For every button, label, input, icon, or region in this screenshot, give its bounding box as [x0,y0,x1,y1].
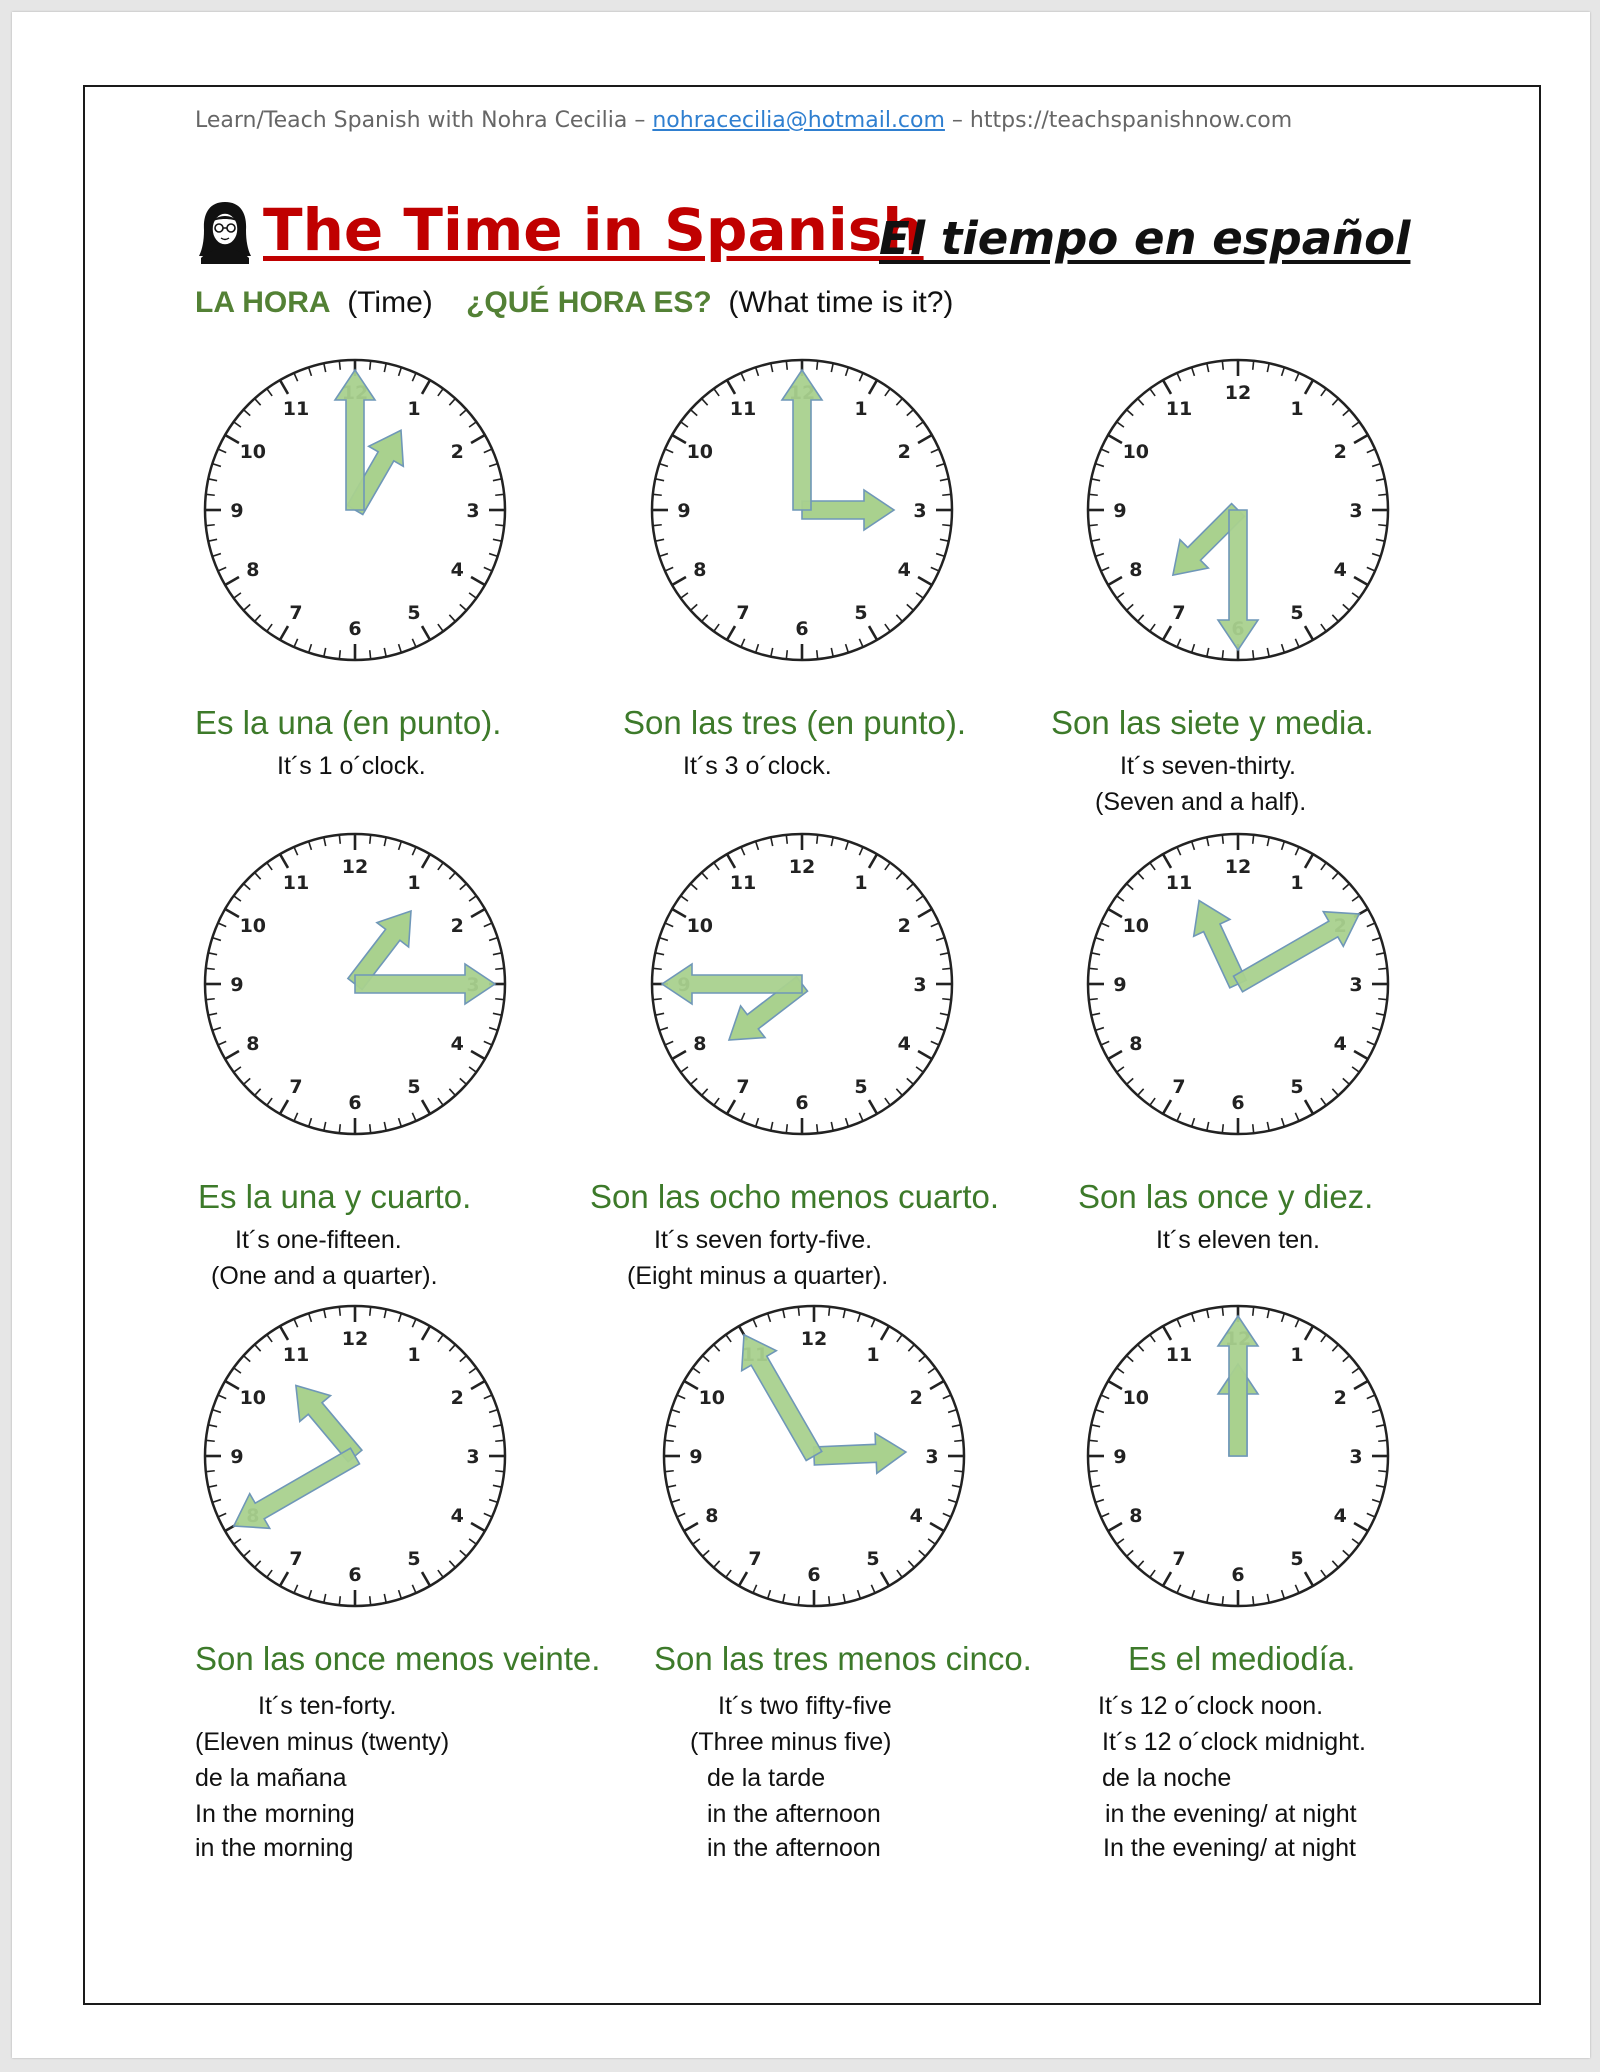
clock-face [642,350,962,670]
minute-tick [653,968,662,969]
header-suffix: – https://teachspanishnow.com [944,108,1293,133]
minute-tick [206,999,215,1000]
minute-tick [1089,525,1098,526]
minute-tick [786,1124,787,1133]
clock-number: 1 [407,871,421,894]
clock-face [195,1296,515,1616]
spanish-time-caption: Son las once y diez. [1078,1178,1374,1215]
clock-number: 1 [854,871,868,894]
english-translation: in the morning [195,1834,354,1862]
clock-number: 11 [282,871,310,894]
spanish-time-caption: Son las tres menos cinco. [654,1640,1032,1677]
clock-number: 3 [466,500,480,522]
clock-number: 1 [866,1343,880,1366]
clock-number: 11 [729,397,757,420]
minute-tick [1222,1596,1223,1605]
minute-tick [954,1440,963,1441]
clock-number: 8 [1129,559,1143,581]
minute-tick [817,361,818,370]
spanish-time-caption: Son las ocho menos cuarto. [590,1178,1000,1215]
minute-tick [665,1471,674,1472]
clock-number: 5 [866,1548,880,1571]
minute-tick [798,1596,799,1605]
english-translation: de la mañana [195,1764,347,1792]
english-translation: It´s 1 o´clock. [277,752,426,780]
spanish-time-caption: Es la una y cuarto. [198,1178,472,1215]
minute-tick [817,1124,818,1133]
minute-tick [339,361,340,370]
clock-svg [654,1296,974,1616]
header-line [195,108,1395,133]
minute-tick [1253,650,1254,659]
clock-number: 4 [1333,559,1347,581]
minute-tick [206,525,215,526]
spanish-time-caption: Son las siete y media. [1051,704,1374,741]
clock-svg [195,824,515,1144]
clock-number: 12 [788,856,816,878]
minute-tick [653,494,662,495]
question-label: ¿QUÉ HORA ES? [466,286,712,319]
minute-tick [817,835,818,844]
minute-tick [339,835,340,844]
clock-number: 3 [1349,500,1363,522]
clock-face [1078,824,1398,1144]
clock-number: 7 [289,1548,303,1571]
clock-number: 7 [289,602,303,625]
minute-tick [495,968,504,969]
minute-tick [1089,494,1098,495]
clock-number: 8 [246,559,260,581]
spanish-time-caption: Es el mediodía. [1128,1640,1356,1677]
clock-number: 5 [854,602,868,625]
minute-tick [942,968,951,969]
clock-face [1078,1296,1398,1616]
minute-tick [653,999,662,1000]
english-translation: de la noche [1102,1764,1232,1792]
clock-number: 4 [909,1505,923,1527]
clock-number: 9 [689,1446,703,1468]
minute-tick [1089,999,1098,1000]
minute-tick [798,1307,799,1316]
clock-number: 6 [348,618,362,640]
minute-tick [339,1307,340,1316]
clock-number: 4 [897,559,911,581]
clock-number: 6 [348,1092,362,1114]
minute-tick [1253,1124,1254,1133]
minute-tick [206,494,215,495]
english-translation: (Three minus five) [690,1728,892,1756]
minute-tick [1089,968,1098,969]
clock-number: 6 [807,1564,821,1586]
clock-number: 8 [1129,1505,1143,1527]
clock-number: 6 [795,1092,809,1114]
minute-tick [1378,999,1387,1000]
english-translation: In the evening/ at night [1103,1834,1356,1862]
clock-number: 11 [1165,871,1193,894]
english-translation: It´s seven forty-five. [654,1226,873,1254]
minute-tick [370,361,371,370]
clock-number: 12 [341,856,369,878]
clock-number: 6 [348,1564,362,1586]
clock-number: 12 [1224,382,1252,404]
english-translation: It´s 3 o´clock. [683,752,832,780]
clock-number: 7 [748,1548,762,1571]
clock-number: 2 [1333,1387,1347,1409]
clock-number: 2 [450,1387,464,1409]
minute-tick [206,968,215,969]
clock-number: 1 [1290,871,1304,894]
clock-number: 10 [1122,441,1150,463]
clock-number: 3 [913,500,927,522]
minute-tick [495,999,504,1000]
clock-number: 2 [897,915,911,937]
minute-tick [653,525,662,526]
minute-tick [942,999,951,1000]
spanish-time-caption: Es la una (en punto). [195,704,502,741]
clock-face [1078,350,1398,670]
clock-number: 12 [800,1328,828,1350]
english-translation: In the morning [195,1800,355,1828]
clock-number: 2 [909,1387,923,1409]
clock-number: 5 [854,1076,868,1099]
clock-number: 5 [1290,1076,1304,1099]
subheading [195,286,953,320]
minute-tick [370,1307,371,1316]
clock-number: 3 [1349,1446,1363,1468]
english-translation: It´s eleven ten. [1156,1226,1320,1254]
minute-tick [1222,835,1223,844]
minute-tick [206,1471,215,1472]
clock-number: 8 [693,1033,707,1055]
clock-number: 7 [736,1076,750,1099]
clock-svg [642,350,962,670]
clock-number: 9 [230,1446,244,1468]
clock-number: 11 [282,1343,310,1366]
clock-face [195,350,515,670]
spanish-title: El tiempo en español [879,212,1411,265]
clock-number: 4 [1333,1033,1347,1055]
clock-number: 8 [693,559,707,581]
clock-number: 4 [450,559,464,581]
clock-number: 8 [705,1505,719,1527]
clock-number: 5 [1290,602,1304,625]
clock-number: 4 [1333,1505,1347,1527]
clock-number: 9 [230,974,244,996]
clock-number: 3 [925,1446,939,1468]
clock-number: 7 [736,602,750,625]
minute-tick [1378,968,1387,969]
clock-number: 3 [466,1446,480,1468]
english-translation: It´s ten-forty. [258,1692,397,1720]
clock-number: 5 [407,602,421,625]
minute-tick [1253,1307,1254,1316]
minute-tick [1378,525,1387,526]
english-translation: in the afternoon [707,1834,881,1862]
clock-number: 5 [1290,1548,1304,1571]
minute-tick [942,525,951,526]
clock-number: 10 [239,1387,267,1409]
minute-tick [942,494,951,495]
clock-number: 6 [795,618,809,640]
clock-number: 9 [1113,974,1127,996]
minute-tick [1089,1440,1098,1441]
clock-svg [1078,824,1398,1144]
clock-face [654,1296,974,1616]
clock-number: 2 [897,441,911,463]
clock-number: 9 [1113,500,1127,522]
minute-tick [786,650,787,659]
clock-number: 9 [677,500,691,522]
minute-tick [817,650,818,659]
minute-tick [1378,1471,1387,1472]
clock-number: 6 [1231,1564,1245,1586]
clock-number: 3 [1349,974,1363,996]
clock-number: 5 [407,1076,421,1099]
clock-number: 8 [246,1033,260,1055]
clock-number: 10 [686,441,714,463]
clock-number: 1 [407,1343,421,1366]
minute-tick [1222,1124,1223,1133]
clock-number: 4 [450,1033,464,1055]
minute-tick [786,361,787,370]
minute-tick [370,835,371,844]
minute-tick [1253,835,1254,844]
clock-svg [1078,350,1398,670]
english-translation: in the afternoon [707,1800,881,1828]
minute-tick [339,650,340,659]
clock-number: 4 [897,1033,911,1055]
spanish-time-caption: Son las once menos veinte. [195,1640,601,1677]
clock-number: 11 [1165,1343,1193,1366]
teacher-icon [195,200,255,266]
question-translation: (What time is it?) [728,286,954,319]
clock-number: 2 [1333,441,1347,463]
la-hora-label: LA HORA [195,286,331,319]
clock-number: 2 [450,915,464,937]
clock-face [642,824,962,1144]
clock-number: 9 [1113,1446,1127,1468]
minute-tick [1089,1471,1098,1472]
clock-number: 10 [686,915,714,937]
minute-tick [495,1471,504,1472]
clock-face [195,824,515,1144]
english-translation: (Eight minus a quarter). [627,1262,889,1290]
minute-tick [954,1471,963,1472]
english-translation: (Eleven minus (twenty) [195,1728,450,1756]
clock-number: 11 [1165,397,1193,420]
minute-tick [1253,1596,1254,1605]
email-link[interactable]: nohracecilia@hotmail.com [652,108,945,133]
minute-tick [665,1440,674,1441]
clock-number: 10 [1122,1387,1150,1409]
clock-number: 10 [1122,915,1150,937]
english-translation: It´s one-fifteen. [235,1226,402,1254]
minute-tick [206,1440,215,1441]
minute-tick [495,525,504,526]
minute-tick [370,1124,371,1133]
minute-tick [829,1596,830,1605]
clock-svg [1078,1296,1398,1616]
minute-tick [339,1124,340,1133]
clock-number: 1 [1290,1343,1304,1366]
clock-svg [195,350,515,670]
clock-number: 1 [854,397,868,420]
minute-tick [786,835,787,844]
header-prefix: Learn/Teach Spanish with Nohra Cecilia – [195,108,653,133]
time-label: (Time) [347,286,433,319]
clock-number: 10 [698,1387,726,1409]
clock-number: 10 [239,441,267,463]
minute-tick [1253,361,1254,370]
english-translation: It´s two fifty-five [718,1692,892,1720]
clock-number: 7 [1172,1548,1186,1571]
clock-number: 10 [239,915,267,937]
english-translation: It´s seven-thirty. [1120,752,1296,780]
minute-tick [495,494,504,495]
clock-number: 6 [1231,1092,1245,1114]
clock-number: 1 [407,397,421,420]
main-title: The Time in Spanish [263,196,924,264]
minute-tick [495,1440,504,1441]
clock-svg [195,1296,515,1616]
english-translation: It´s 12 o´clock noon. [1098,1692,1324,1720]
clock-number: 8 [1129,1033,1143,1055]
minute-tick [1222,650,1223,659]
clock-number: 11 [729,871,757,894]
spanish-time-caption: Son las tres (en punto). [623,704,967,741]
english-translation: (One and a quarter). [211,1262,438,1290]
english-translation: in the evening/ at night [1105,1800,1357,1828]
clock-number: 12 [341,1328,369,1350]
clock-number: 12 [1224,856,1252,878]
minute-tick [1222,1307,1223,1316]
english-translation: It´s 12 o´clock midnight. [1102,1728,1366,1756]
clock-number: 4 [450,1505,464,1527]
minute-tick [370,1596,371,1605]
minute-tick [370,650,371,659]
clock-svg [642,824,962,1144]
clock-number: 3 [913,974,927,996]
clock-number: 5 [407,1548,421,1571]
clock-number: 7 [1172,1076,1186,1099]
clock-number: 7 [289,1076,303,1099]
english-translation: (Seven and a half). [1095,788,1307,816]
clock-number: 7 [1172,602,1186,625]
clock-number: 2 [450,441,464,463]
minute-tick [829,1307,830,1316]
clock-number: 11 [282,397,310,420]
clock-number: 9 [230,500,244,522]
minute-tick [1378,1440,1387,1441]
minute-tick [1378,494,1387,495]
minute-tick [1222,361,1223,370]
english-translation: de la tarde [707,1764,826,1792]
clock-number: 1 [1290,397,1304,420]
minute-tick [339,1596,340,1605]
